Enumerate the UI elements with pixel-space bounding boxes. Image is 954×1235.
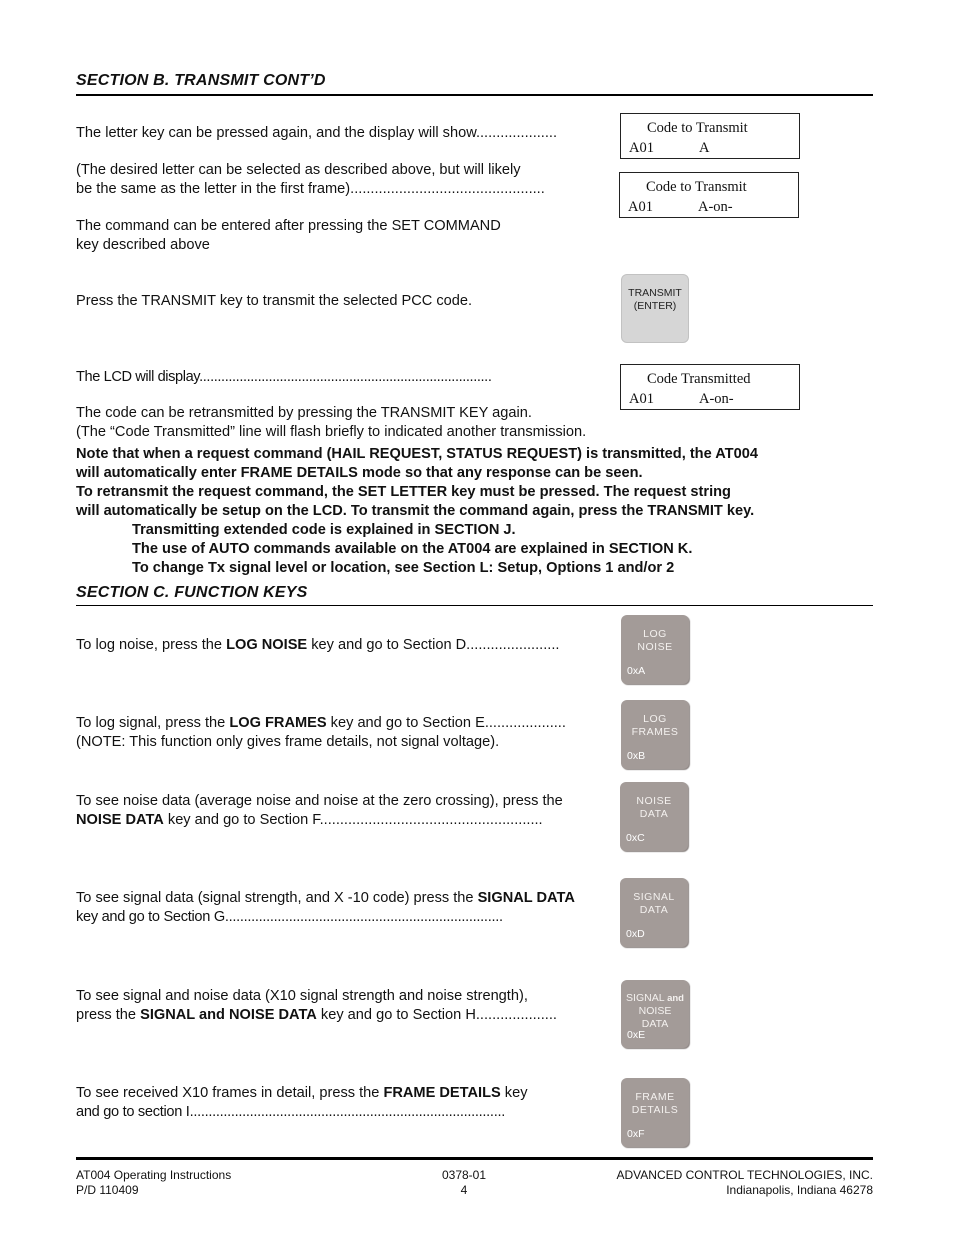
footer-address: Indianapolis, Indiana 46278 <box>726 1183 873 1197</box>
signal-data-key-line-2: DATA <box>639 904 669 916</box>
footer-rule <box>76 1157 873 1160</box>
log-frames-key-hex: 0xB <box>627 750 646 762</box>
note-line-6: The use of AUTO commands available on the AT004 are explained in SECTION K. <box>132 541 693 557</box>
frame-details-key-line-2: DETAILS <box>631 1104 679 1116</box>
para-6-line-2: (The “Code Transmitted” line will flash briefly to indicated another transmission. <box>76 424 587 440</box>
signal-noise-key-line-2: NOISE <box>638 1005 672 1017</box>
section-b-note <box>76 445 758 578</box>
note-line-5: Transmitting extended code is explained in SECTION J. <box>132 522 516 538</box>
note-line-2: will automatically enter FRAME DETAILS mode so that any response can be seen. <box>76 465 643 481</box>
log-noise-key-line-2: NOISE <box>637 641 673 653</box>
section-c-rule <box>76 605 873 606</box>
para-2-line-1: (The desired letter can be selected as described above, but will likely <box>76 162 521 178</box>
footer-right <box>617 1168 873 1198</box>
frame-details-text-post: key <box>500 1085 528 1101</box>
noise-data-text-post: key and go to Section F....................................................... <box>163 812 543 828</box>
frame-details-key-hex: 0xF <box>627 1128 645 1140</box>
log-frames-description <box>76 714 566 752</box>
log-frames-key-label <box>621 713 689 739</box>
log-frames-text-pre: To log signal, press the <box>76 715 230 731</box>
noise-data-text-bold: NOISE DATA <box>76 812 164 828</box>
lcd-1-code: A <box>699 140 710 156</box>
signal-data-text-bold: SIGNAL DATA <box>477 890 575 906</box>
section-b-heading: SECTION B. TRANSMIT CONT’D <box>76 72 326 89</box>
lcd-3-code: A-on- <box>699 391 734 407</box>
log-noise-text-post: key and go to Section D....................... <box>307 637 560 653</box>
log-noise-text-pre: To log noise, press the <box>76 637 227 653</box>
signal-data-text-pre: To see signal data (signal strength, and X -10 code) press the <box>76 890 478 906</box>
signal-data-key-hex: 0xD <box>626 928 645 940</box>
note-line-7: To change Tx signal level or location, see Section L: Setup, Options 1 and/or 2 <box>132 560 675 576</box>
section-c-heading: SECTION C. FUNCTION KEYS <box>76 584 308 601</box>
lcd-display-2 <box>619 172 799 218</box>
signal-noise-data-text-post: key and go to Section H.................... <box>316 1007 557 1023</box>
section-b-para-5: The LCD will display................................................................................ <box>76 369 492 385</box>
log-frames-key-line-1: LOG <box>643 713 667 725</box>
frame-details-text-bold: FRAME DETAILS <box>383 1085 501 1101</box>
frame-details-key[interactable] <box>621 1078 689 1147</box>
log-noise-key-label <box>621 628 689 654</box>
log-frames-text-bold: LOG FRAMES <box>229 715 327 731</box>
frame-details-key-label <box>621 1091 689 1117</box>
footer-part-number: P/D 110409 <box>76 1183 139 1197</box>
log-noise-key[interactable] <box>621 615 689 684</box>
footer-doc-number: 0378-01 <box>441 1168 487 1182</box>
log-frames-key[interactable] <box>621 700 689 769</box>
frame-details-text-pre: To see received X10 frames in detail, press the <box>76 1085 384 1101</box>
section-b-para-3 <box>76 217 501 255</box>
para-3-line-2: key described above <box>76 237 210 253</box>
signal-noise-data-line-1: To see signal and noise data (X10 signal strength and noise strength), <box>76 988 528 1004</box>
signal-noise-data-key-label <box>621 992 689 1031</box>
note-line-1: Note that when a request command (HAIL REQUEST, STATUS REQUEST) is transmitted, the AT004 <box>76 446 758 462</box>
log-noise-description <box>76 636 559 655</box>
section-b-rule <box>76 94 873 96</box>
frame-details-key-line-1: FRAME <box>635 1091 675 1103</box>
signal-data-line-2: key and go to Section G.......................................................................... <box>76 909 503 925</box>
signal-noise-key-line-3: DATA <box>641 1018 669 1030</box>
section-b-para-4: Press the TRANSMIT key to transmit the selected PCC code. <box>76 293 473 309</box>
section-b-para-6 <box>76 404 586 442</box>
section-b-para-2 <box>76 161 545 199</box>
section-b-para-1: The letter key can be pressed again, and the display will show.................... <box>76 125 558 141</box>
footer-company: ADVANCED CONTROL TECHNOLOGIES, INC. <box>616 1168 873 1182</box>
footer-left <box>76 1168 231 1198</box>
signal-noise-data-text-bold: SIGNAL and NOISE DATA <box>140 1007 317 1023</box>
noise-data-key-label <box>620 795 688 821</box>
footer-doc-title: AT004 Operating Instructions <box>76 1168 232 1182</box>
lcd-3-line-1: Code Transmitted <box>647 371 751 387</box>
signal-noise-key-line-1b: and <box>667 993 684 1004</box>
lcd-2-line-1: Code to Transmit <box>646 179 747 195</box>
lcd-display-1 <box>620 113 800 159</box>
noise-data-key-hex: 0xC <box>626 832 645 844</box>
noise-data-description <box>76 792 563 830</box>
para-6-line-1: The code can be retransmitted by pressing the TRANSMIT KEY again. <box>76 405 532 421</box>
signal-noise-data-key[interactable] <box>621 980 689 1048</box>
signal-data-key[interactable] <box>620 878 688 947</box>
log-noise-key-hex: 0xA <box>627 665 646 677</box>
noise-data-key[interactable] <box>620 782 688 851</box>
signal-noise-data-description <box>76 987 557 1025</box>
signal-noise-key-line-1a: SIGNAL <box>626 992 668 1004</box>
para-2-line-2: be the same as the letter in the first frame)................................................ <box>76 181 545 197</box>
lcd-2-code: A-on- <box>698 199 733 215</box>
log-noise-text-bold: LOG NOISE <box>226 637 308 653</box>
signal-noise-data-text-pre: press the <box>76 1007 141 1023</box>
log-noise-key-line-1: LOG <box>643 628 667 640</box>
lcd-2-address: A01 <box>628 199 653 215</box>
footer-page-number: 4 <box>460 1183 468 1197</box>
frame-details-line-2: and go to section I.................................................................................... <box>76 1104 505 1120</box>
signal-noise-data-key-hex: 0xE <box>627 1029 646 1041</box>
footer-middle <box>414 1168 514 1198</box>
log-frames-key-line-2: FRAMES <box>631 726 679 738</box>
lcd-1-line-1: Code to Transmit <box>647 120 748 136</box>
frame-details-description <box>76 1084 528 1122</box>
signal-data-description <box>76 889 575 927</box>
noise-data-key-line-2: DATA <box>639 808 669 820</box>
log-frames-note: (NOTE: This function only gives frame details, not signal voltage). <box>76 734 500 750</box>
noise-data-line-1: To see noise data (average noise and noise at the zero crossing), press the <box>76 793 563 809</box>
lcd-3-address: A01 <box>629 391 654 407</box>
note-line-4: will automatically be setup on the LCD. To transmit the command again, press the TRANSMIT key. <box>76 503 755 519</box>
log-frames-text-post: key and go to Section E.................... <box>326 715 566 731</box>
signal-data-key-line-1: SIGNAL <box>633 891 675 903</box>
noise-data-key-line-1: NOISE <box>636 795 672 807</box>
signal-data-key-label <box>620 891 688 917</box>
lcd-display-3 <box>620 364 800 410</box>
lcd-1-address: A01 <box>629 140 654 156</box>
para-3-line-1: The command can be entered after pressing the SET COMMAND <box>76 218 501 234</box>
note-line-3: To retransmit the request command, the SET LETTER key must be pressed. The request string <box>76 484 731 500</box>
transmit-key[interactable] <box>621 274 689 343</box>
transmit-key-label <box>622 287 688 313</box>
transmit-key-line-2: (ENTER) <box>633 300 677 312</box>
transmit-key-line-1: TRANSMIT <box>628 287 682 299</box>
